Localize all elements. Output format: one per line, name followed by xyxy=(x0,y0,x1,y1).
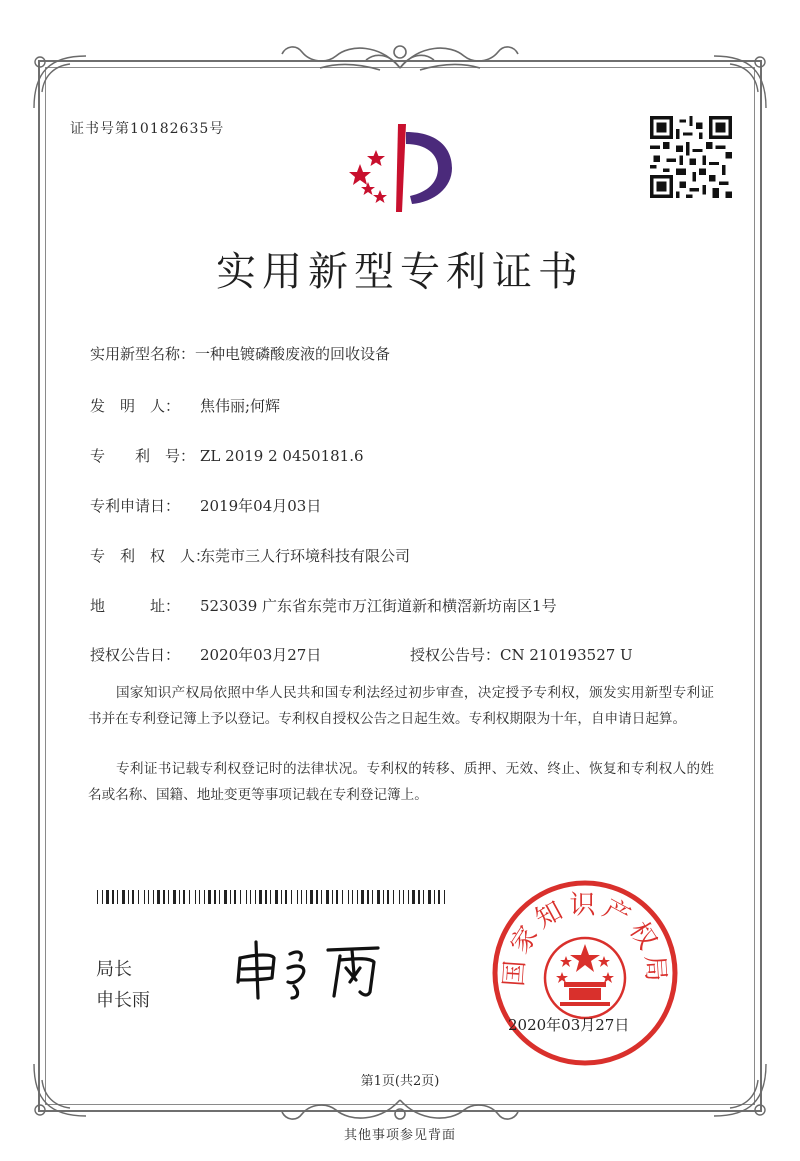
field-label: 专利申请日： xyxy=(90,497,181,515)
statement-paragraph-1: 国家知识产权局依照中华人民共和国专利法经过初步审查，决定授予专利权，颁发实用新型专利证书并在专利登记簿上予以登记。专利权自授权公告之日起生效。专利权期限为十年，自申请日起算。 xyxy=(88,685,714,727)
patent-office-logo-icon xyxy=(340,116,470,216)
field-utility-model-name xyxy=(90,343,390,364)
field-value: 一种电镀磷酸废液的回收设备 xyxy=(195,345,391,363)
field-label: 专 利 号： xyxy=(90,447,196,465)
official-seal-icon xyxy=(490,878,680,1068)
field-value: ZL 2019 2 0450181.6 xyxy=(200,447,364,465)
field-patent-number xyxy=(90,445,364,466)
corner-ornament-tr xyxy=(710,52,770,112)
field-value: CN 210193527 U xyxy=(500,646,633,664)
field-value: 2019年04月03日 xyxy=(200,497,322,515)
field-label: 授权公告号： xyxy=(410,646,501,664)
field-label: 实用新型名称： xyxy=(90,345,196,363)
barcode-icon xyxy=(97,890,447,904)
bottom-ornament xyxy=(280,1096,520,1126)
field-value: 2020年03月27日 xyxy=(200,646,322,664)
field-grant-number xyxy=(410,644,633,665)
corner-ornament-br xyxy=(710,1060,770,1120)
corner-ornament-bl xyxy=(30,1060,90,1120)
field-grant-date xyxy=(90,644,321,665)
certificate-title: 实用新型专利证书 xyxy=(216,249,584,295)
director-name: 申长雨 xyxy=(96,990,150,1011)
field-filing-date xyxy=(90,495,321,516)
footer-note: 其他事项参见背面 xyxy=(343,1128,456,1143)
field-value: 523039 广东省东莞市万江街道新和横滘新坊南区1号 xyxy=(200,597,557,615)
seal-date: 2020年03月27日 xyxy=(508,1016,630,1034)
top-ornament xyxy=(280,38,520,74)
field-value: 焦伟丽;何辉 xyxy=(200,397,281,415)
field-label: 地 址： xyxy=(90,597,181,615)
field-label: 专 利 权 人： xyxy=(90,547,211,565)
director-signature xyxy=(228,932,418,1002)
field-label: 发 明 人： xyxy=(90,397,181,415)
qr-code-icon xyxy=(650,116,732,198)
seal-text: 国家知识产权局 xyxy=(499,890,671,988)
director-title: 局长 xyxy=(96,959,132,980)
field-address xyxy=(90,595,557,616)
field-value: 东莞市三人行环境科技有限公司 xyxy=(200,547,411,565)
certificate-number: 证书号第10182635号 xyxy=(70,121,225,137)
field-label: 授权公告日： xyxy=(90,646,181,664)
page-number: 第1页(共2页) xyxy=(360,1074,440,1089)
corner-ornament-tl xyxy=(30,52,90,112)
field-inventor xyxy=(90,395,280,416)
field-patentee xyxy=(90,545,410,566)
statement-paragraph-2: 专利证书记载专利权登记时的法律状况。专利权的转移、质押、无效、终止、恢复和专利权人的姓名或名称、国籍、地址变更等事项记载在专利登记簿上。 xyxy=(88,761,714,803)
